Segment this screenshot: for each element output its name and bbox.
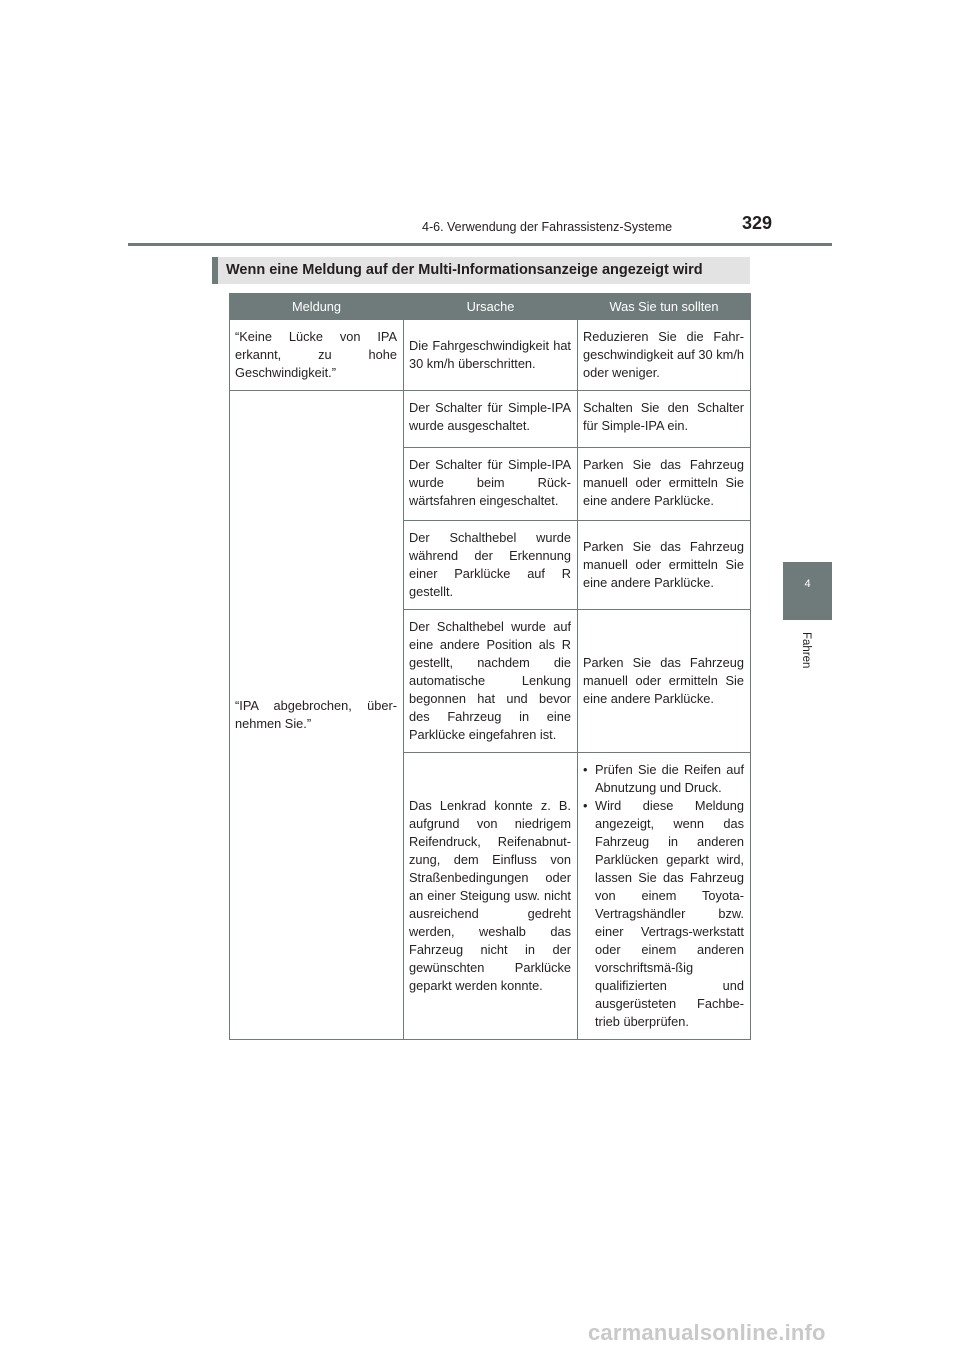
aktion-bullet-item: • Wird diese Meldung angezeigt, wenn das Fahrzeug in anderen Parklücken geparkt wird, lassen Sie das Fahrzeug von einem Toyota-Vertragshändler bzw. einer Vertrags-werkstatt oder einem anderen vorschriftsmä-ßig qualifizierten und ausgerüsteten Fachbe-trieb überprüfen. (583, 797, 744, 1031)
header-rule (128, 243, 832, 246)
chapter-tab-label-text: Fahren (800, 632, 812, 669)
aktion-cell: Parken Sie das Fahrzeug manuell oder ermitteln Sie eine andere Parklücke. (578, 610, 751, 753)
section-heading-bar (212, 257, 750, 284)
aktion-bullet-item: • Prüfen Sie die Reifen auf Abnutzung und Druck. (583, 761, 744, 797)
meldung-cell: “Keine Lücke von IPA erkannt, zu hohe Geschwindigkeit.” (230, 320, 404, 391)
ursache-cell: Der Schalter für Simple-IPA wurde ausgeschaltet. (404, 391, 578, 448)
page-number: 329 (742, 213, 773, 233)
watermark: carmanualsonline.info (588, 1320, 826, 1345)
ursache-cell: Das Lenkrad konnte z. B. aufgrund von niedrigem Reifendruck, Reifenabnut-zung, dem Einfluss von Straßenbedingungen oder an einer Steigung usw. nicht ausreichend gedreht werden, weshalb das Fahrzeug nicht in der gewünschten Parklücke geparkt werden konnte. (404, 753, 578, 1040)
table-row (230, 320, 751, 391)
chapter-tab-label (798, 632, 818, 692)
section-heading-accent (212, 257, 218, 284)
ursache-cell: Die Fahrgeschwindigkeit hat 30 km/h überschritten. (404, 320, 578, 391)
message-table (229, 293, 751, 1040)
section-heading: Wenn eine Meldung auf der Multi-Informationsanzeige angezeigt wird (226, 262, 703, 278)
column-header-meldung: Meldung (230, 294, 404, 320)
table-row (230, 391, 751, 448)
aktion-bullet-list (583, 761, 744, 1031)
chapter-header-title: 4-6. Verwendung der Fahrassistenz-Systeme (422, 220, 673, 234)
aktion-cell: Parken Sie das Fahrzeug manuell oder ermitteln Sie eine andere Parklücke. (578, 521, 751, 610)
aktion-cell: Reduzieren Sie die Fahr-geschwindigkeit auf 30 km/h oder weniger. (578, 320, 751, 391)
aktion-cell: Schalten Sie den Schalter für Simple-IPA ein. (578, 391, 751, 448)
chapter-tab: 4 (783, 562, 832, 620)
ursache-cell: Der Schalthebel wurde auf eine andere Position als R gestellt, nachdem die automatische Lenkung begonnen hat und bevor des Fahrzeug in eine Parklücke eingefahren ist. (404, 610, 578, 753)
ursache-cell: Der Schalter für Simple-IPA wurde beim Rück-wärtsfahren eingeschaltet. (404, 448, 578, 521)
meldung-cell: “IPA abgebrochen, über-nehmen Sie.” (230, 391, 404, 1040)
aktion-cell: Parken Sie das Fahrzeug manuell oder ermitteln Sie eine andere Parklücke. (578, 448, 751, 521)
ursache-cell: Der Schalthebel wurde während der Erkennung einer Parklücke auf R gestellt. (404, 521, 578, 610)
aktion-cell (578, 753, 751, 1040)
table-header-row (230, 294, 751, 320)
column-header-aktion: Was Sie tun sollten (578, 294, 751, 320)
column-header-ursache: Ursache (404, 294, 578, 320)
